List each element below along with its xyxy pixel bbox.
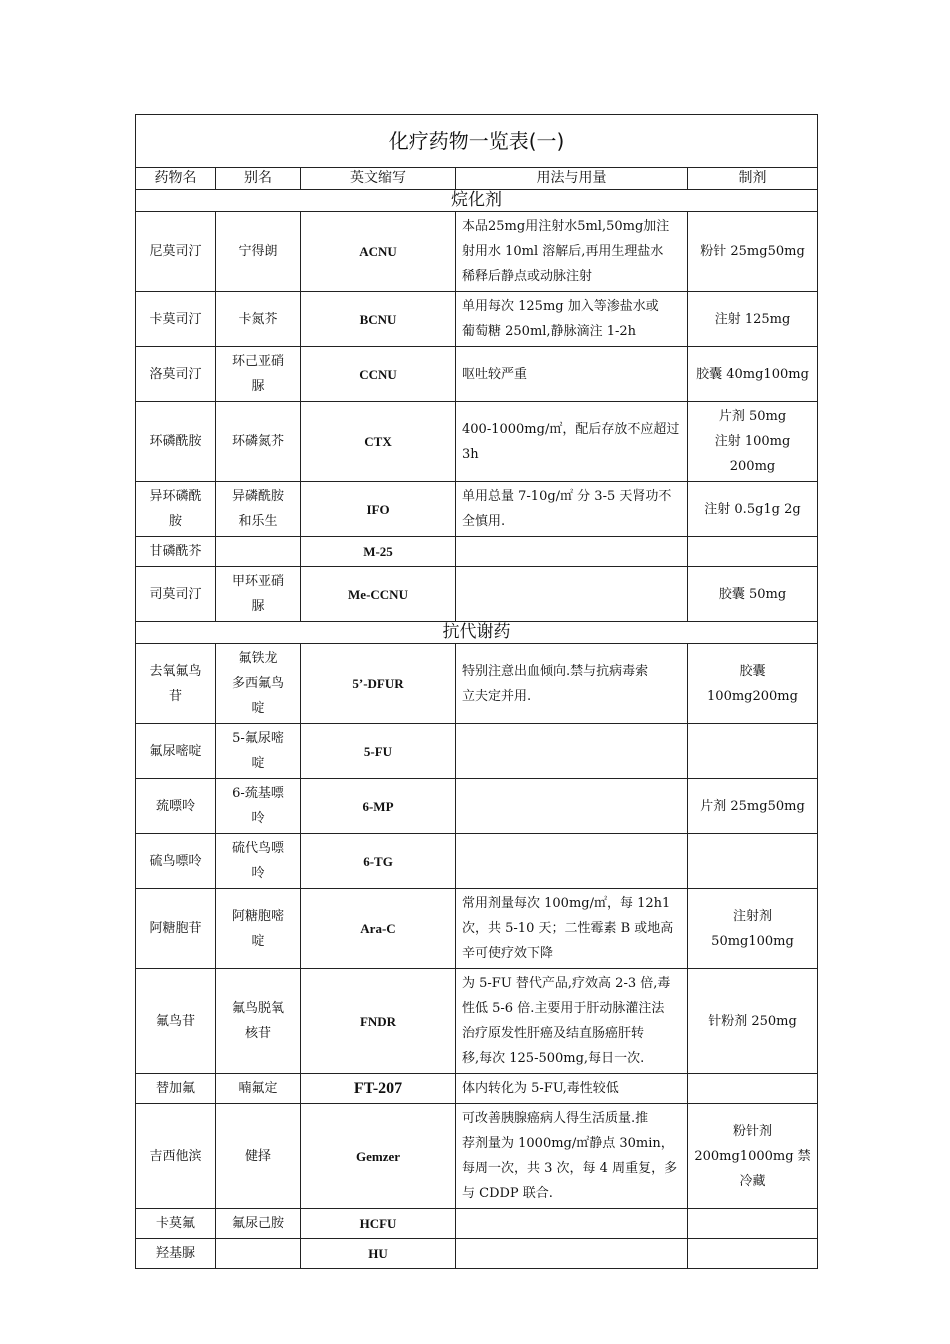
drug-alias: 甲环亚硝 脲 xyxy=(216,567,301,622)
header-preparation: 制剂 xyxy=(688,168,818,190)
drug-usage: 体内转化为 5-FU,毒性较低 xyxy=(456,1074,688,1104)
drug-abbreviation: FT-207 xyxy=(301,1074,456,1104)
drug-abbreviation: Ara-C xyxy=(301,889,456,969)
drug-alias: 异磷酰胺 和乐生 xyxy=(216,482,301,537)
drug-preparation xyxy=(688,724,818,779)
drug-abbreviation: BCNU xyxy=(301,292,456,347)
drug-name: 卡莫司汀 xyxy=(136,292,216,347)
drug-usage xyxy=(456,1239,688,1269)
drug-abbreviation: Gemzer xyxy=(301,1104,456,1209)
drug-usage xyxy=(456,834,688,889)
drug-name: 替加氟 xyxy=(136,1074,216,1104)
drug-preparation: 粉针剂 200mg1000mg 禁 冷藏 xyxy=(688,1104,818,1209)
drug-name: 尼莫司汀 xyxy=(136,212,216,292)
table-row xyxy=(136,1209,818,1239)
drug-alias: 氟鸟脱氧 核苷 xyxy=(216,969,301,1074)
drug-name: 去氧氟鸟 苷 xyxy=(136,644,216,724)
section-row xyxy=(136,622,818,644)
drug-preparation: 片剂 25mg50mg xyxy=(688,779,818,834)
drug-usage: 为 5-FU 替代产品,疗效高 2-3 倍,毒 性低 5-6 倍.主要用于肝动脉灌注法 治疗原发性肝癌及结直肠癌肝转 移,每次 125-500mg,每日一次. xyxy=(456,969,688,1074)
table-row xyxy=(136,724,818,779)
drug-preparation xyxy=(688,1209,818,1239)
drug-preparation: 注射剂 50mg100mg xyxy=(688,889,818,969)
header-drug-name: 药物名 xyxy=(136,168,216,190)
drug-preparation xyxy=(688,1074,818,1104)
table-row xyxy=(136,644,818,724)
drug-preparation: 胶囊 50mg xyxy=(688,567,818,622)
drug-alias: 硫代鸟嘌 呤 xyxy=(216,834,301,889)
table-row xyxy=(136,482,818,537)
drug-usage xyxy=(456,537,688,567)
drug-usage: 特别注意出血倾向.禁与抗病毒索 立夫定并用. xyxy=(456,644,688,724)
drug-abbreviation: Me-CCNU xyxy=(301,567,456,622)
drug-abbreviation: 5’-DFUR xyxy=(301,644,456,724)
drug-preparation xyxy=(688,1239,818,1269)
drug-table xyxy=(135,114,818,1269)
drug-usage: 可改善胰腺癌病人得生活质量.推 荐剂量为 1000mg/㎡静点 30min， 每周一次，共 3 次，每 4 周重复，多 与 CDDP 联合. xyxy=(456,1104,688,1209)
drug-name: 异环磷酰 胺 xyxy=(136,482,216,537)
drug-preparation: 胶囊 40mg100mg xyxy=(688,347,818,402)
table-row xyxy=(136,567,818,622)
table-row xyxy=(136,292,818,347)
drug-usage xyxy=(456,724,688,779)
drug-name: 甘磷酰芥 xyxy=(136,537,216,567)
drug-alias: 卡氮芥 xyxy=(216,292,301,347)
drug-preparation xyxy=(688,537,818,567)
table-row xyxy=(136,889,818,969)
header-abbreviation: 英文缩写 xyxy=(301,168,456,190)
drug-abbreviation: CTX xyxy=(301,402,456,482)
section-title: 抗代谢药 xyxy=(136,622,818,644)
header-row xyxy=(136,168,818,190)
drug-alias xyxy=(216,537,301,567)
drug-abbreviation: 6-TG xyxy=(301,834,456,889)
drug-name: 司莫司汀 xyxy=(136,567,216,622)
drug-preparation: 粉针 25mg50mg xyxy=(688,212,818,292)
table-row xyxy=(136,347,818,402)
table-row xyxy=(136,1074,818,1104)
drug-alias: 宁得朗 xyxy=(216,212,301,292)
drug-preparation: 针粉剂 250mg xyxy=(688,969,818,1074)
page-title: 化疗药物一览表(一) xyxy=(136,115,818,168)
drug-usage: 本品25mg用注射水5ml,50mg加注 射用水 10ml 溶解后,再用生理盐水 稀释后静点或动脉注射 xyxy=(456,212,688,292)
drug-abbreviation: HU xyxy=(301,1239,456,1269)
drug-preparation: 注射 0.5g1g 2g xyxy=(688,482,818,537)
drug-usage xyxy=(456,779,688,834)
drug-preparation xyxy=(688,834,818,889)
drug-abbreviation: FNDR xyxy=(301,969,456,1074)
table-row xyxy=(136,537,818,567)
drug-usage xyxy=(456,1209,688,1239)
drug-alias: 5-氟尿嘧 啶 xyxy=(216,724,301,779)
drug-alias: 喃氟定 xyxy=(216,1074,301,1104)
drug-name: 氟鸟苷 xyxy=(136,969,216,1074)
drug-alias: 环己亚硝 脲 xyxy=(216,347,301,402)
table-row xyxy=(136,1239,818,1269)
drug-alias: 阿糖胞嘧 啶 xyxy=(216,889,301,969)
drug-usage xyxy=(456,567,688,622)
drug-usage: 单用总量 7-10g/㎡ 分 3-5 天肾功不 全慎用. xyxy=(456,482,688,537)
drug-alias: 氟尿己胺 xyxy=(216,1209,301,1239)
drug-preparation: 片剂 50mg 注射 100mg 200mg xyxy=(688,402,818,482)
section-title: 烷化剂 xyxy=(136,190,818,212)
header-alias: 别名 xyxy=(216,168,301,190)
drug-name: 阿糖胞苷 xyxy=(136,889,216,969)
drug-preparation: 注射 125mg xyxy=(688,292,818,347)
table-row xyxy=(136,1104,818,1209)
drug-alias: 健择 xyxy=(216,1104,301,1209)
drug-name: 卡莫氟 xyxy=(136,1209,216,1239)
drug-name: 吉西他滨 xyxy=(136,1104,216,1209)
drug-abbreviation: 6-MP xyxy=(301,779,456,834)
drug-abbreviation: CCNU xyxy=(301,347,456,402)
table-row xyxy=(136,834,818,889)
table-row xyxy=(136,402,818,482)
drug-usage: 呕吐较严重 xyxy=(456,347,688,402)
drug-abbreviation: 5-FU xyxy=(301,724,456,779)
drug-usage: 常用剂量每次 100mg/㎡，每 12h1 次，共 5-10 天；二性霉素 B 或地高 辛可使疗效下降 xyxy=(456,889,688,969)
drug-name: 硫鸟嘌呤 xyxy=(136,834,216,889)
drug-alias: 氟铁龙 多西氟鸟 啶 xyxy=(216,644,301,724)
drug-usage: 单用每次 125mg 加入等渗盐水或 葡萄糖 250ml,静脉滴注 1-2h xyxy=(456,292,688,347)
table-row xyxy=(136,779,818,834)
drug-abbreviation: IFO xyxy=(301,482,456,537)
drug-alias: 6-巯基嘌 呤 xyxy=(216,779,301,834)
drug-preparation: 胶囊 100mg200mg xyxy=(688,644,818,724)
drug-alias xyxy=(216,1239,301,1269)
table-row xyxy=(136,969,818,1074)
drug-abbreviation: M-25 xyxy=(301,537,456,567)
drug-name: 环磷酰胺 xyxy=(136,402,216,482)
section-row xyxy=(136,190,818,212)
table-row xyxy=(136,212,818,292)
drug-name: 羟基脲 xyxy=(136,1239,216,1269)
drug-name: 巯嘌呤 xyxy=(136,779,216,834)
drug-name: 洛莫司汀 xyxy=(136,347,216,402)
drug-usage: 400-1000mg/㎡，配后存放不应超过 3h xyxy=(456,402,688,482)
drug-abbreviation: HCFU xyxy=(301,1209,456,1239)
header-usage: 用法与用量 xyxy=(456,168,688,190)
drug-abbreviation: ACNU xyxy=(301,212,456,292)
drug-alias: 环磷氮芥 xyxy=(216,402,301,482)
drug-name: 氟尿嘧啶 xyxy=(136,724,216,779)
title-row xyxy=(136,115,818,168)
